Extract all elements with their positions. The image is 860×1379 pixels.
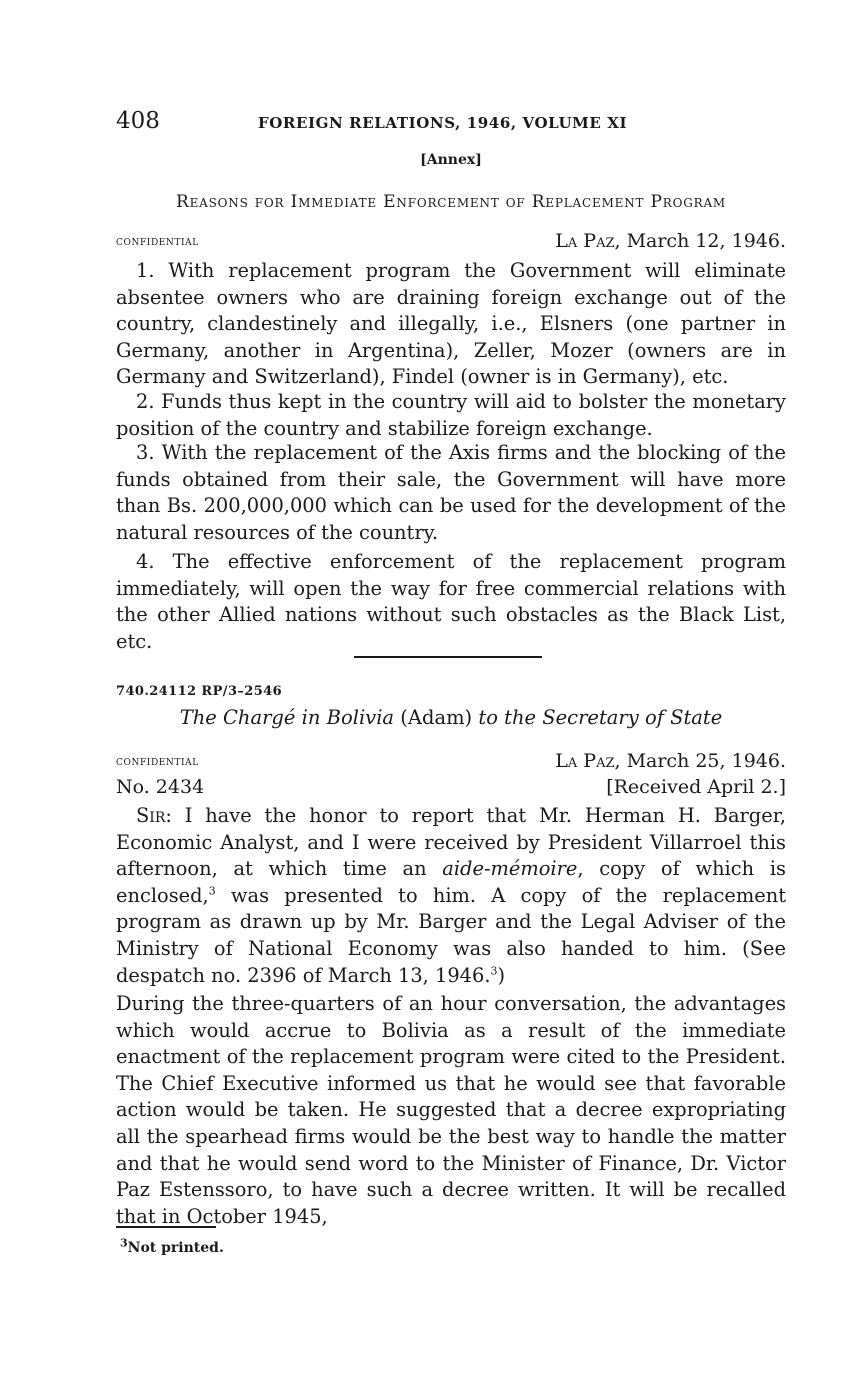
page-number: 408 <box>116 108 160 134</box>
footnote-text: Not printed. <box>127 1240 224 1256</box>
despatch-classification: confidential <box>116 754 199 769</box>
title-name: (Adam) <box>400 706 473 729</box>
para1-text-a: : I have the honor to report that Mr. Herman H. Barger, Economic Analyst, and I were received by President Villarroel this afternoon, at which time an <box>116 804 786 881</box>
para1-text-d: ) <box>497 963 506 987</box>
despatch-paragraph-1 <box>116 803 786 989</box>
title-part-1: The Chargé in Bolivia <box>179 706 401 729</box>
annex-place: La Paz <box>555 230 615 252</box>
despatch-dateline <box>116 750 786 776</box>
annex-dateline <box>116 230 786 256</box>
despatch-paragraph-2: During the three-quarters of an hour conversation, the advantages which would accrue to Bolivia as a result of the immediate enactment of the replacement program were cited to the President. The Chief Executive informed us that he would see that favorable action would be taken. He suggested that a decree expropriating all the spearhead firms would be the best way to handle the matter and that he would send word to the Minister of Finance, Dr. Victor Paz Estenssoro, to have such a decree written. It will be recalled that in October 1945, <box>116 992 786 1228</box>
annex-label: [Annex] <box>420 152 482 168</box>
annex-paragraph-2: 2. Funds thus kept in the country will aid to bolster the monetary position of the country and stabilize foreign exchange. <box>116 390 786 440</box>
annex-title: Reasons for Immediate Enforcement of Replacement Program <box>175 192 727 212</box>
despatch-number: No. 2434 <box>116 776 205 798</box>
annex-date: , March 12, 1946. <box>614 230 786 252</box>
footnote <box>120 1236 224 1256</box>
para1-italic: aide-mémoire <box>442 857 578 881</box>
para1-text-c: was presented to him. A copy of the replacement program as drawn up by Mr. Barger and the Legal Adviser of the Ministry of National Economy was also handed to him. (See despatch no. 2396 of March 13, 1946. <box>116 883 786 987</box>
footnote-ref: 3 <box>208 884 216 898</box>
despatch-date: , March 25, 1946. <box>614 750 786 772</box>
received-date: [Received April 2.] <box>606 776 786 798</box>
annex-paragraph-1: 1. With replacement program the Government will eliminate absentee owners who are draining foreign exchange out of the country, clandestinely and illegally, i.e., Elsners (one partner in Germany, another in Argentina), Zeller, Mozer (owners are in Germany and Switzerland), Findel (owner is in Germany), etc. <box>116 259 786 389</box>
salutation: Sir <box>136 804 166 827</box>
despatch-place-date <box>555 750 786 772</box>
footnote-rule <box>116 1226 216 1228</box>
document-title <box>116 706 786 729</box>
para1-text-b: , copy of which is enclosed, <box>116 857 786 907</box>
running-title: FOREIGN RELATIONS, 1946, VOLUME XI <box>258 114 628 132</box>
section-divider <box>354 656 542 658</box>
footnote-marker: 3 <box>120 1236 128 1250</box>
despatch-number-row <box>116 776 786 802</box>
annex-paragraph-4: 4. The effective enforcement of the replacement program immediately, will open the way for free commercial relations with the other Allied nations without such obstacles as the Black List, etc. <box>116 550 786 653</box>
title-part-2: to the Secretary of State <box>472 706 723 729</box>
annex-classification: confidential <box>116 234 199 249</box>
running-head <box>116 108 786 138</box>
footnote-ref-2: 3 <box>490 964 498 978</box>
annex-place-date <box>555 230 786 252</box>
annex-paragraph-3: 3. With the replacement of the Axis firms and the blocking of the funds obtained from their sale, the Government will have more than Bs. 200,000,000 which can be used for the development of the natural resources of the country. <box>116 441 786 544</box>
despatch-place: La Paz <box>555 750 615 772</box>
file-number: 740.24112 RP/3–2546 <box>116 684 283 699</box>
